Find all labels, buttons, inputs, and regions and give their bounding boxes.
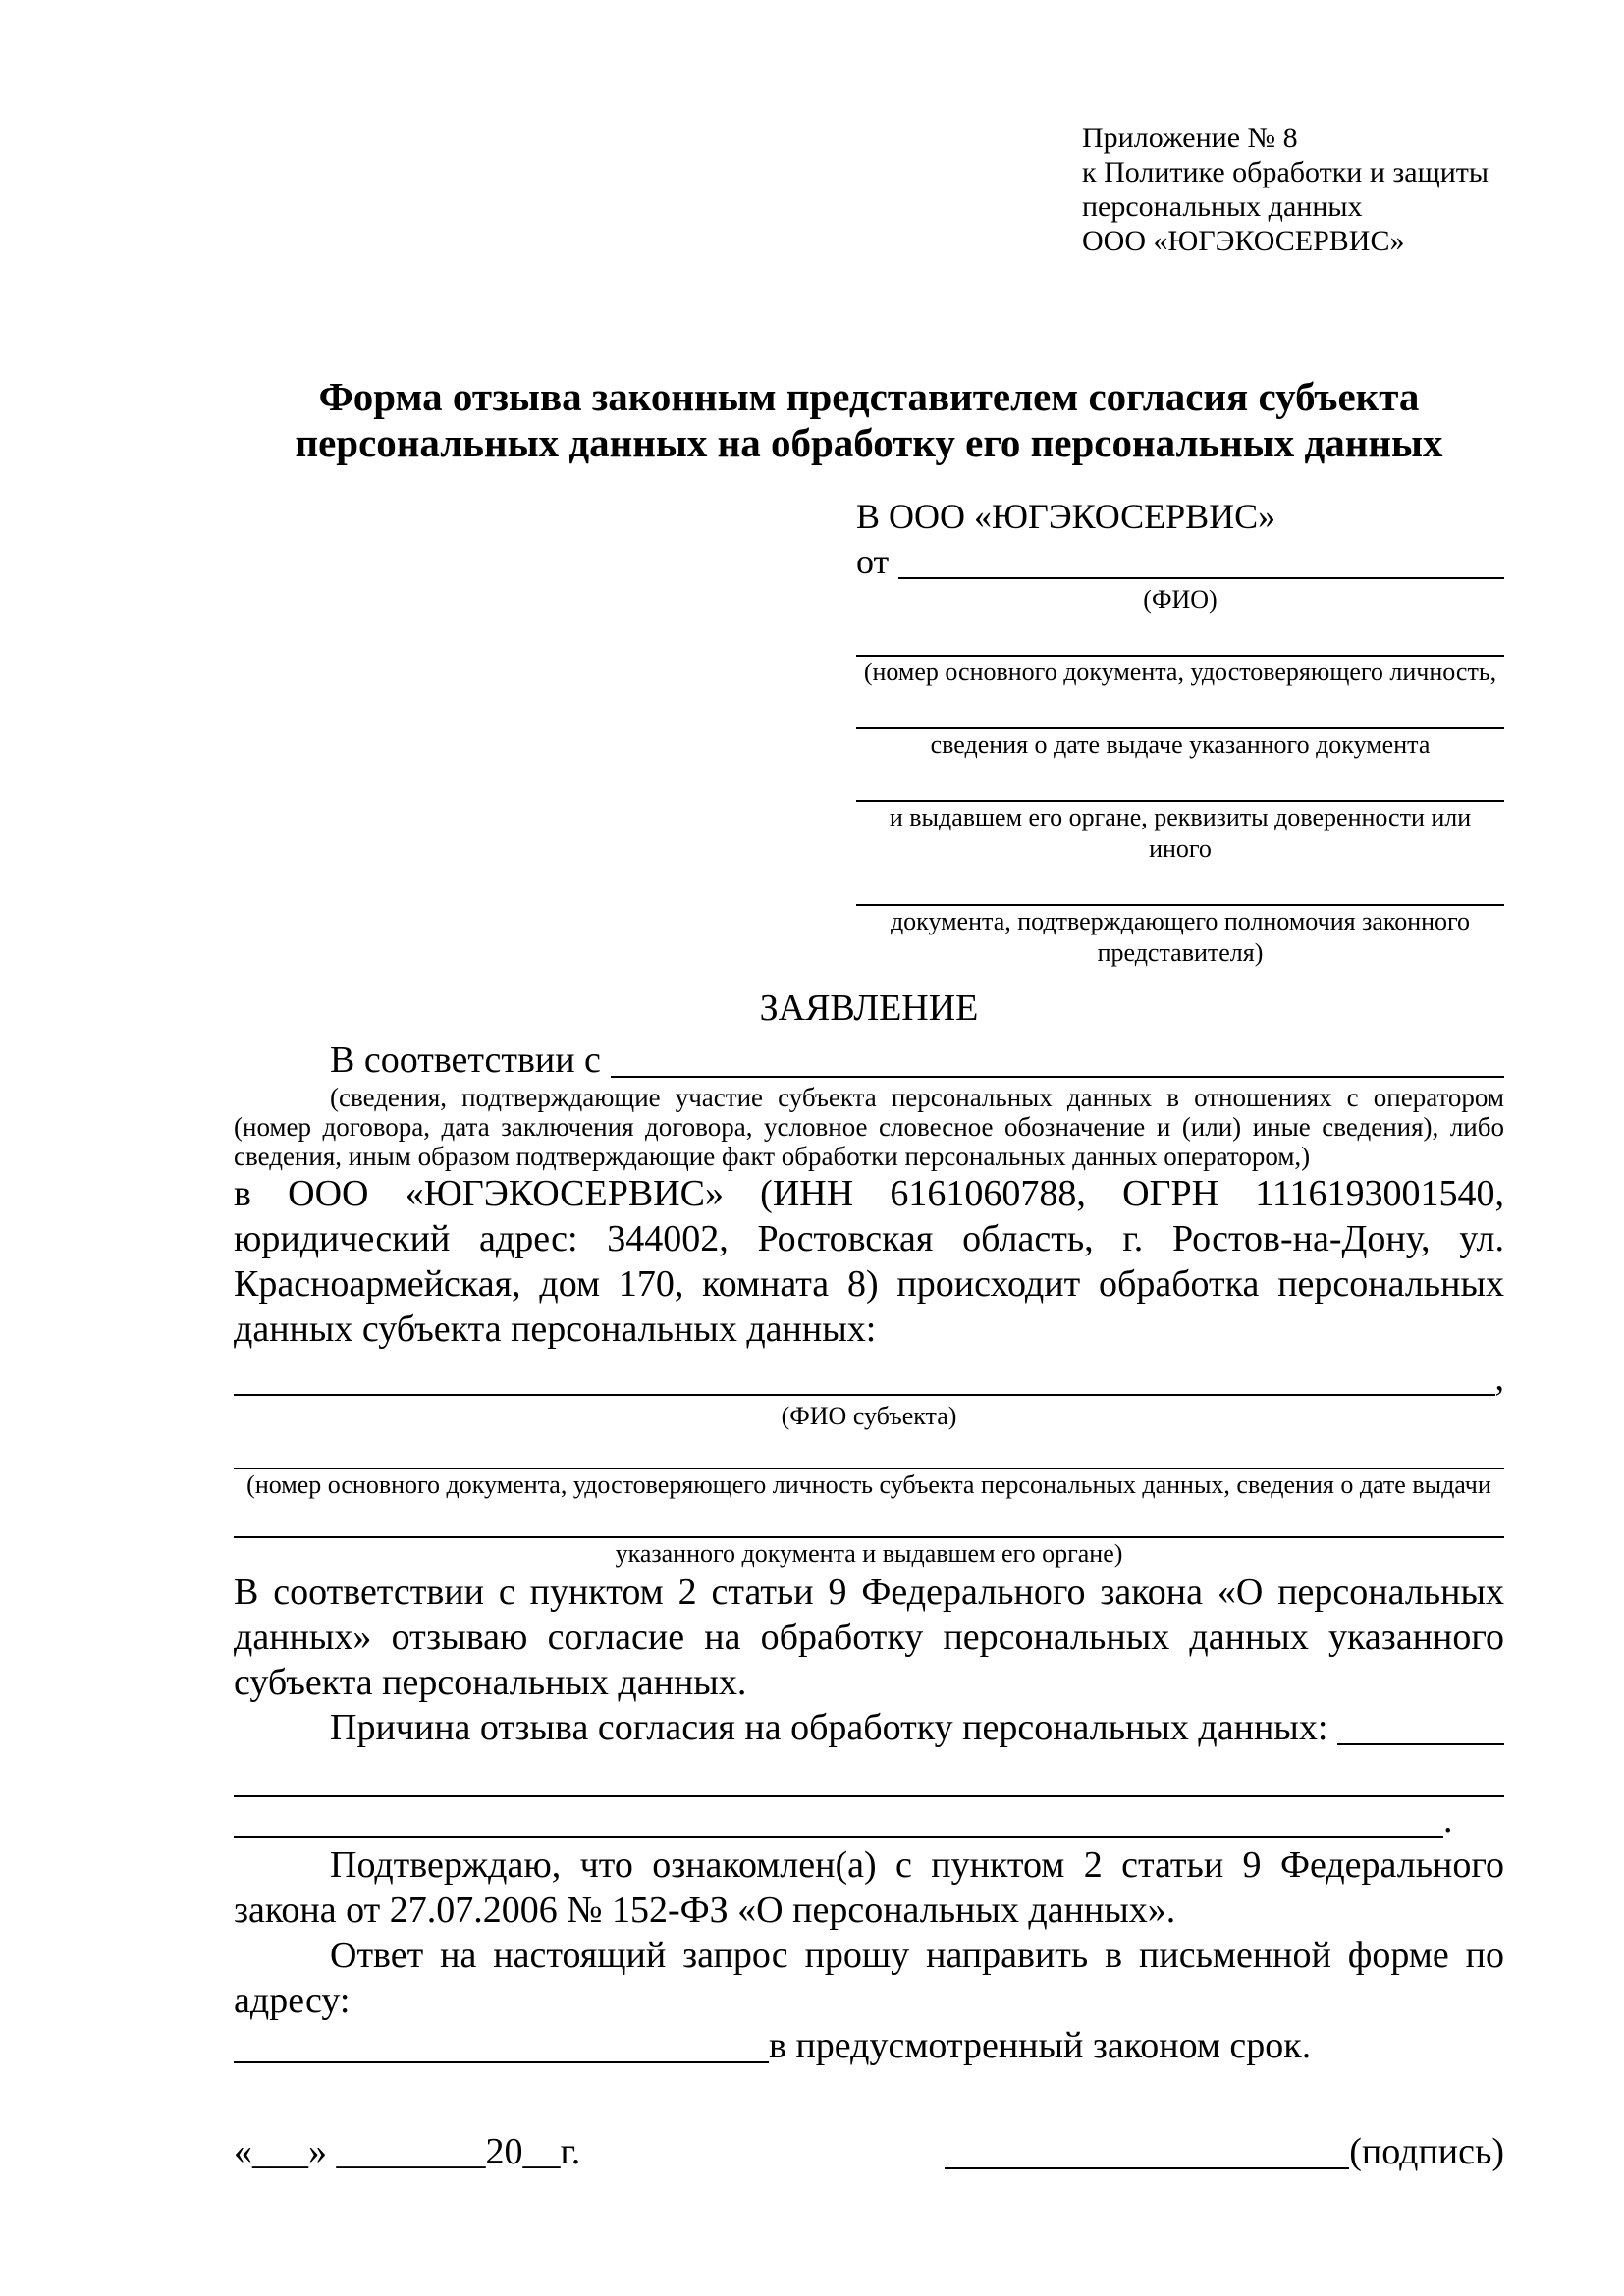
confirm-paragraph: Подтверждаю, что ознакомлен(а) с пунктом 2 статьи 9 Федерального закона от 27.07.2006 № 152-ФЗ «О персональных данных». bbox=[234, 1844, 1504, 1931]
recipient-org: В ООО «ЮГЭКОСЕРВИС» bbox=[856, 497, 1276, 536]
representative-doc-blank-line-4 bbox=[856, 871, 1504, 906]
appendix-block bbox=[1082, 121, 1504, 258]
address-blank-line bbox=[234, 2060, 769, 2063]
subject-fio-line bbox=[234, 1356, 1504, 1401]
fio-caption: (ФИО) bbox=[1143, 585, 1218, 614]
footer-row bbox=[234, 2129, 1504, 2174]
appendix-line-1: Приложение № 8 bbox=[1082, 122, 1298, 154]
subject-fio-caption: (ФИО субъекта) bbox=[781, 1402, 957, 1430]
subject-fio-blank-line bbox=[234, 1393, 1495, 1396]
response-paragraph-first-line: Ответ на настоящий запрос прошу направить в письменной форме по адресу: bbox=[234, 1935, 1504, 2021]
operator-paragraph: в ООО «ЮГЭКОСЕРВИС» (ИНН 6161060788, ОГРН 1116193001540, юридический адрес: 344002, Ростовская область, г. Ростов-на-Дону, ул. Красноармейская, дом 170, комната 8) происходит обработка персональных данных субъекта персональных данных: bbox=[234, 1173, 1504, 1350]
appendix-line-2: к Политике обработки и защиты bbox=[1082, 156, 1489, 188]
reason-blank-line-last bbox=[234, 1797, 1504, 1842]
basis-caption: (сведения, подтверждающие участие субъекта персональных данных в отношениях с оператором (номер договора, дата заключения договора, условное словесное обозначение и (или) иные сведения), либо сведения, иным образом подтверждающие факт обработки персональных данных оператором,) bbox=[234, 1083, 1504, 1171]
appendix-line-4: ООО «ЮГЭКОСЕРВИС» bbox=[1082, 225, 1405, 257]
document-title bbox=[234, 374, 1504, 466]
reason-blank-line-2 bbox=[234, 1835, 1443, 1838]
subject-fio-suffix: , bbox=[1494, 1358, 1504, 1399]
basis-blank-line bbox=[611, 1075, 1504, 1078]
subject-doc-blank-line-2 bbox=[234, 1505, 1504, 1538]
appendix-line-3: персональных данных bbox=[1082, 190, 1363, 223]
subject-doc-caption-2: указанного документа и выдавшем его органе) bbox=[615, 1539, 1123, 1568]
representative-name-blank-line bbox=[898, 576, 1504, 579]
title-line-2: персональных данных на обработку его персональных данных bbox=[295, 420, 1443, 465]
reason-blank-line-full bbox=[234, 1756, 1504, 1797]
representative-doc-blank-line-3 bbox=[856, 767, 1504, 802]
signature-blank-line bbox=[945, 2166, 1349, 2169]
from-line bbox=[856, 539, 1504, 584]
response-paragraph-second-line bbox=[234, 2023, 1504, 2068]
reason-line bbox=[234, 1705, 1504, 1750]
response-suffix: в предусмотренный законом срок. bbox=[769, 2025, 1312, 2066]
statement-heading: ЗАЯВЛЕНИЕ bbox=[759, 988, 979, 1029]
signature-group bbox=[945, 2129, 1504, 2174]
signature-caption: (подпись) bbox=[1349, 2131, 1504, 2172]
reason-blank-line-short bbox=[1337, 1742, 1504, 1745]
title-line-1: Форма отзыва законным представителем согласия субъекта bbox=[318, 374, 1420, 419]
withdrawal-paragraph: В соответствии с пунктом 2 статьи 9 Федерального закона «О персональных данных» отзываю согласие на обработку персональных данных указанного субъекта персональных данных. bbox=[234, 1572, 1504, 1703]
representative-doc-caption-3: и выдавшем его органе, реквизиты доверенности или иного bbox=[889, 803, 1472, 863]
basis-prefix: В соответствии с bbox=[330, 1040, 601, 1081]
recipient-block bbox=[856, 494, 1504, 969]
subject-doc-blank-line-1 bbox=[234, 1436, 1504, 1469]
subject-doc-caption-1: (номер основного документа, удостоверяющего личность субъекта персональных данных, сведения о дате выдачи bbox=[246, 1470, 1491, 1499]
representative-doc-blank-line-2 bbox=[856, 694, 1504, 729]
reason-line-period: . bbox=[1443, 1799, 1453, 1841]
date-blank-line: «___» ________20__г. bbox=[234, 2131, 581, 2172]
representative-doc-caption-2: сведения о дате выдаче указанного документа bbox=[930, 730, 1431, 759]
from-label: от bbox=[856, 542, 890, 581]
representative-doc-caption-4: документа, подтверждающего полномочия законного представителя) bbox=[890, 907, 1471, 967]
reason-label: Причина отзыва согласия на обработку персональных данных: bbox=[330, 1707, 1328, 1748]
representative-doc-caption-1: (номер основного документа, удостоверяющего личность, bbox=[863, 658, 1497, 686]
basis-line bbox=[234, 1038, 1504, 1083]
representative-doc-blank-line-1 bbox=[856, 621, 1504, 657]
